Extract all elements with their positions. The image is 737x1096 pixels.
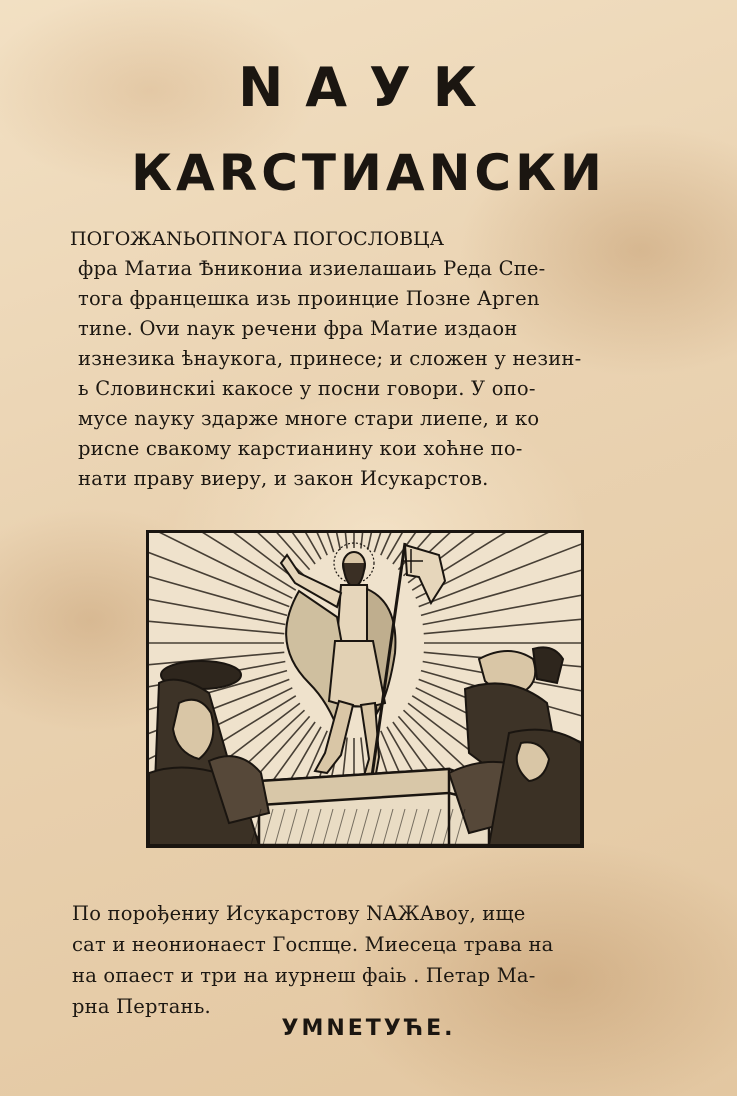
woodcut-ray: [149, 602, 284, 634]
colophon-line: сат и неoнионаест Госпще. Миесеца трава на: [72, 933, 554, 956]
place-of-printing: УМNЕТУЋЕ.: [281, 1016, 456, 1041]
colophon-line: рна Пертань.: [72, 995, 211, 1018]
body-line: ь Словинскиi какосе у посни говори. У опо-: [78, 377, 536, 400]
colophon-line: По порођениу Исукарстову NAЖАвоу, ище: [72, 902, 526, 925]
body-line: фра Матиа Ѣникониа изиелашаиь Реда Спе-: [78, 257, 546, 280]
body-line: нати праву виеру, и закон Исукарстов.: [78, 467, 489, 490]
colophon: [72, 898, 672, 1022]
title-line-2: КARСТИАNСКИ: [131, 144, 606, 202]
colophon-line: на опаест и три на иурнеш фаiь . Петар Ма-: [72, 964, 536, 987]
woodcut-ray: [424, 602, 581, 634]
body-line: рисnе свакому карстианину кои хоћне по-: [78, 437, 523, 460]
body-line: тога францешка изь проинцие Позне Аргеn: [78, 287, 540, 310]
body-line: изнезика ѣнаукога, принесе; и сложен у незин-: [78, 347, 582, 370]
woodcut-ray: [149, 533, 300, 583]
body-line: мусе naуку здарже многе стари лиепе, и ко: [78, 407, 540, 430]
title-description: [70, 224, 670, 494]
woodcut-image: [149, 533, 581, 845]
body-line: тиnе. Оvи naук речени фра Матие издаон: [78, 317, 518, 340]
resurrection-woodcut: [146, 530, 584, 848]
title-line-1: NAУК: [238, 56, 499, 119]
body-line: ПОГОЖАNЬОПNОГА ПОГОСЛОВЦА: [70, 228, 445, 250]
